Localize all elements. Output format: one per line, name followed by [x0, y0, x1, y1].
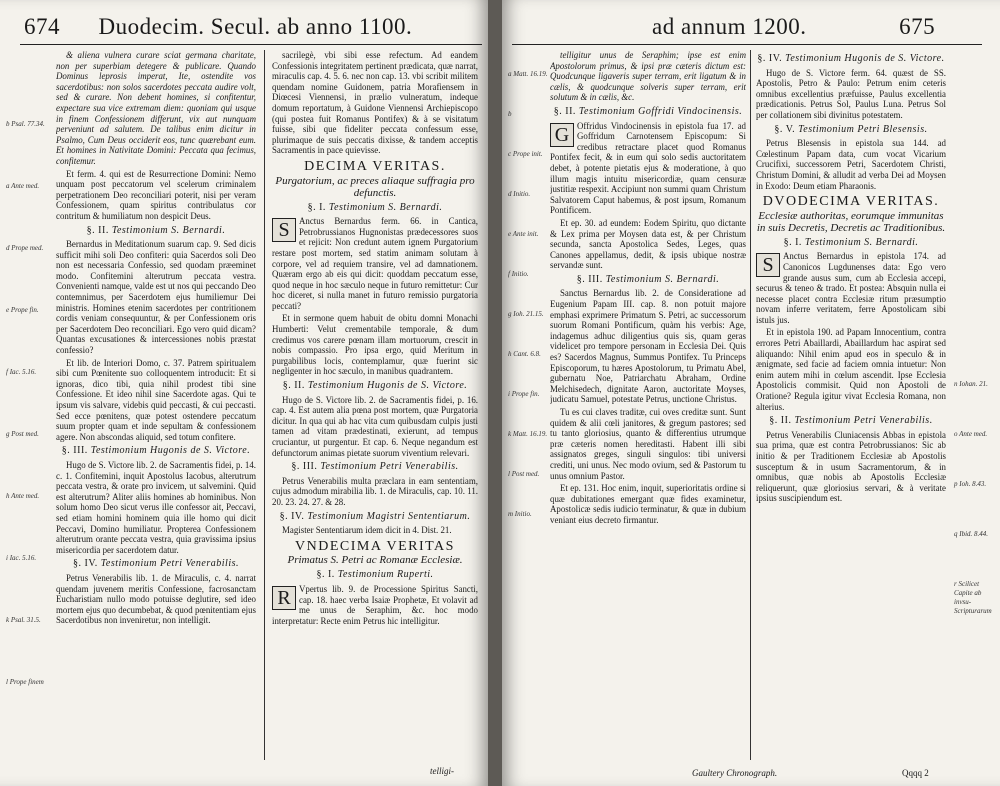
margin-note: k Matt. 16.19. [508, 430, 548, 438]
margin-note: e Prope fin. [6, 306, 39, 314]
section-heading [272, 570, 478, 581]
left-column-a [56, 50, 256, 770]
left-header-rule [20, 44, 482, 45]
margin-note: b [508, 110, 512, 118]
paragraph: Petrus Blesensis in epistola sua 144. ad Cœlestinum Papam data, cum vocat Vicarium Crucifixi, successorem Petri, Sacerdotem Christi, Christum Domini, & alludit ad verba Dei ad Moysen in Exodo: Deum etiam Pharaonis. [756, 138, 946, 191]
paragraph-text: Vpertus lib. 9. de Processione Spiritus Sancti, cap. 18. haec verba Isaiæ Prophetæ, Et volavit ad me unus de Seraphim, &c. hoc modo interpretatur: Recte enim Petrus hic intelligitur. [272, 583, 478, 626]
right-page [502, 0, 1000, 786]
signature-mark: Qqqq 2 [902, 768, 929, 778]
section-number: §. III. [576, 273, 603, 285]
section-heading [56, 559, 256, 570]
margin-note: h Cant. 6.8. [508, 350, 541, 358]
margin-note: b Psal. 77.34. [6, 120, 45, 128]
margin-note: d Initio. [508, 190, 531, 198]
right-page-header [652, 14, 935, 40]
section-title: Testimonium S. Bernardi. [328, 201, 443, 213]
section-number: §. IV. [279, 510, 305, 522]
paragraph: Sanctus Bernardus lib. 2. de Consideratione ad Eugenium Papam III. cap. 8. non potuit majore emphasi exprimere Primatum S. Petri, ac successorum suorum Romani Pontificum, quàm his verbis: Age, indagemus adhuc diligentius quis sis, quam geras videlicet pro tempore personam in Ecclesia Dei. Quis es? Sacerdos Magnus, Summus Pontifex. Tu Princeps Episcoporum, tu hæres Apostolorum, tu Primatu Abel, gubernatu Noe, Patriarchatu Abraham, Ordine Melchisedech, dignitate Aaron, auctoritate Moyses, judicatu Samuel, potestate Petrus, unctione Christus. [550, 288, 746, 405]
paragraph: Petrus Venerabilis lib. 1. de Miraculis, c. 4. narrat quendam juvenem meritis Confessione, facrosanctam Eucharistiam nullo modo potuisse deglutire, sed ideo mortem ejus quo decumbebat, & quod pœnitentiam ejus Sacerdotibus non inveniretur, non intelligit. [56, 572, 256, 626]
margin-note: i Iac. 5.16. [6, 554, 37, 562]
margin-note: a Matt. 16.19. [508, 70, 548, 78]
paragraph: Hugo de S. Victore lib. 2. de Sacramentis fidei, p. 16. cap. 4. Est autem alia pœna post mortem, quæ Purgatoria dicitur. In qua qui ab hac vita cum quibusdam culpis justi tamen ad vitam prædestinati, exierunt, ad tempus cruciantur, ut purgentur. Et cap. 6. Neque negandum est defunctorum animas pietate suorum viventium relevari. [272, 394, 478, 458]
paragraph: Et ep. 131. Hoc enim, inquit, superioritatis ordine si quæ dubitationes emergant quæ fides examinetur, Apostolicæ sedis iudicio terminatur, & quæ in dubium veniant eius decreto firmantur. [550, 483, 746, 525]
right-header-rule [512, 44, 982, 45]
section-heading [756, 54, 946, 65]
margin-note: f Initio. [508, 270, 529, 278]
paragraph [756, 251, 946, 325]
right-page-number: 675 [899, 14, 936, 39]
veritas-subtitle: Ecclesiæ authoritas, eorumque immunitas in suis Decretis, Decretis ac Traditionibus. [756, 209, 946, 234]
drop-cap: S [272, 218, 296, 242]
margin-note: g Post med. [6, 430, 39, 438]
paragraph: Tu es cui claves traditæ, cui oves creditæ sunt. Sunt quidem & alii cœli janitores, & gregum pastores; sed tu tanto gloriosius, quanto & differentius utrumque præ cæteris nomen hereditasti. Habent illi sibi assignatos greges, singuli singulos: tibi universi crediti, uni unus. Nec modo ovium, sed & Pastorum tu unus omnium Pastor. [550, 407, 746, 481]
paragraph: Et in sermone quem habuit de obitu domni Monachi Humberti: Velut crementabile temporale, & dum credimus vos carere pœnam illam mortuorum, crescit in nobis compassio. Pro ipsa ergo, quid Meritum in purgabilibus locis, contemplamur, quæ fuerint sic negligenter in hoc sæculo, in manibus quadrantem. [272, 313, 478, 377]
section-heading [756, 416, 946, 427]
right-column-divider [750, 50, 751, 760]
paragraph: Bernardus in Meditationum suarum cap. 9. Sed dicis sufficit mihi soli Deo confiteri: quia Sacerdos soli Deo non est necessaria Confessio, sed quodam præeminet modo. Confitemini alterutrum peccata vestra. Convenienti namque, valde est ut nos qui peccando Deo contemnimus, per Sacerdotem ejus humiliemur Dei ministris. Homines etenim sacerdotes per contritionem cordis veniam consequuntur, & per Confessionem oris per Sacerdotem Deo reconciliari. Ego vero quid dicam? Quantas excusationes & intercessiones nobis præstat confessio? [56, 239, 256, 356]
section-heading [272, 512, 478, 523]
margin-note: n Iohan. 21. [954, 380, 988, 388]
veritas-subtitle: Primatus S. Petri ac Romanæ Ecclesiæ. [287, 554, 463, 567]
veritas-subtitle: Purgatorium, ac preces aliaque suffragia pro defunctis. [275, 174, 475, 199]
catchword: telligi- [430, 766, 454, 776]
margin-note: m Initio. [508, 510, 532, 518]
veritas-title: DVODECIMA VERITAS. [762, 194, 940, 210]
section-number: §. II. [553, 105, 576, 117]
paragraph: Hugo de S. Victore ferm. 64. quæst de SS. Apostolis, Petro & Paulo: Petrum enim ceteris omnibus excellentius præfuisse, Paulus excellentia prædicationis. Petrus Sol, Paulus Luna. Petrus Sol per collationem sibi divinitus potestatem. [756, 67, 946, 120]
veritas-title: VNDECIMA VERITAS [295, 538, 455, 554]
paragraph: Et ferm. 4. qui est de Resurrectione Domini: Nemo unquam post peccatorum vel scelerum criminalem perpetrationem Deo reconciliari poterit, nisi per veram Confessionem, quam spiritus contribulatus cor contritum & humiliatum non despicit Deus. [56, 168, 256, 221]
margin-note: l Post med. [508, 470, 540, 478]
section-number: §. II. [282, 380, 305, 392]
section-title: Testimonium Petri Blesensis. [798, 123, 928, 135]
margin-note: o Ante med. [954, 430, 988, 438]
left-page [0, 0, 488, 786]
margin-note: d Prope med. [6, 244, 44, 252]
margin-note: k Psal. 31.5. [6, 616, 41, 624]
section-title: Testimonium Petri Venerabilis. [100, 558, 239, 570]
margin-note: p Ioh. 8.43. [954, 480, 987, 488]
left-column-b [272, 50, 478, 762]
paragraph [272, 216, 478, 311]
section-number: §. I. [316, 569, 335, 581]
section-title: Testimonium Hugonis de S. Victore. [307, 380, 468, 392]
section-heading [56, 446, 256, 457]
margin-note: h Ante med. [6, 492, 40, 500]
right-running-head: ad annum 1200. [652, 14, 807, 39]
right-column-b [756, 50, 946, 762]
paragraph-text: Offridus Vindocinensis in epistola fua 17. ad Goffridum Carnotensem Episcopum: Si credibus retractare placet quod Romanus Pontifex fecit, & in eum qui solo sedis auctoritatem debet, à potente pietatis ejus & moderatione, à quo illum magis intuitu misericordiæ, quam censuræ justitiæ respexit. Accipiunt non summi quam Christum Salvatorem Caput habemus, & post ipsum, Romanum Pontificem. [550, 120, 746, 216]
section-number: §. II. [86, 224, 109, 236]
left-page-number: 674 [24, 14, 60, 39]
margin-note: c Prope init. [508, 150, 543, 158]
section-number: §. III. [61, 445, 88, 457]
section-heading [272, 203, 478, 214]
margin-note: r Scilicet Capite ab invsu-Scripturarum [954, 580, 992, 615]
section-number: §. I. [307, 201, 326, 213]
section-title: Testimonium S. Bernardi. [605, 273, 720, 285]
paragraph: Petrus Venerabilis Cluniacensis Abbas in epistola sua prima, quæ est contra Petrobrussianos: Sic ab initio & per Traditionem Ecclesiæ ab Apostolis susceptum & in usum Sacramentorum, & in omnibus, quæ nobis ab Apostolis Ecclesiæ reliquerunt, quæ gloriosius servari, & à veritate ipsius suscipiendum est. [756, 429, 946, 504]
paragraph: Et ep. 30. ad eundem: Eodem Spiritu, quo dictante & Lex prima per Moysen data est, & per Christum secunda, sancta Apostolica Sedes, Leges, quas Canones appellamus, dedit, & ipsis ubique nostræ servandæ sunt. [550, 217, 746, 271]
drop-cap: R [272, 586, 296, 610]
drop-cap: S [756, 253, 780, 277]
margin-note: q Ibid. 8.44. [954, 530, 989, 538]
section-title: Testimonium Ruperti. [337, 569, 434, 581]
margin-note: g Ioh. 21.15. [508, 310, 544, 318]
section-heading [56, 226, 256, 237]
section-heading [756, 238, 946, 249]
paragraph: Magister Sententiarum idem dicit in 4. Dist. 21. [282, 525, 452, 536]
paragraph-text: Anctus Bernardus ferm. 66. in Cantica, Petrobrussianos Hugnonistas prædecessores suos et rejicit: Non credunt autem ignem Purgatorium restare post mortem, sed statim animam solutam à corpore, vel ad requiem transire, vel ad damnationem. Quæram ergo ab eis qui dicit: quoddam peccatum esse, quod neque in hoc sæculo neque in futuro remittetur: Cur hoc diceret, si nulla manet in futuro remissio purgatoria peccati? [272, 216, 478, 311]
left-column-divider [264, 50, 265, 760]
paragraph: Hugo de S. Victore lib. 2. de Sacramentis fidei, p. 14. c. 1. Confitemini, inquit Apostolus Iacobus, alterutrum peccata vestra, & orate pro invicem, ut salvemini. Quid est alterutrum? Aliter aliis homines ab hominibus. Non solum homo Deo sicut verus ille confessor ait, Peccavi, sed etiam homini hominem quia ille homo qui dicit Peccavi, Domino humiliatur. Propterea Confessionem alterutrum orante peccata vestra, quia gravissima ipsius misericordia per sacerdotem datur. [56, 459, 256, 555]
section-heading [756, 125, 946, 136]
left-page-header [24, 14, 412, 40]
section-title: Testimonium Petri Venerabilis. [794, 415, 933, 427]
section-title: Testimonium Goffridi Vindocinensis. [578, 105, 743, 117]
section-heading [272, 381, 478, 392]
paragraph: sacrilegè, vbi sibi esse refectum. Ad eandem Confessionis integritatem pertinent prædicata, quæ narrat, miraculis cap. 4. 5. 6. nec non cap. 13. vbi scribit militem quendam nomine Guidonem, patria Morafiensem in Diœcesi Viennensi, in prælio vulneratum, indeque domum reportatum, à Guidone Viennensi Archiepiscopo (qui postea fuit Romanus Pontifex) & à se visitatum fuisse, sibi que fideliter peccata confessum esse, plurimaque de suis peccatis dixisse, & tandem acceptis Sacramentis in pace quievisse. [272, 50, 478, 156]
section-title: Testimonium Petri Venerabilis. [320, 461, 459, 473]
margin-note: l Prope finem [6, 678, 44, 686]
paragraph [550, 121, 746, 216]
section-title: Testimonium Hugonis de S. Victore. [785, 53, 945, 64]
section-number: §. II. [769, 415, 792, 427]
section-number: §. V. [774, 123, 796, 135]
paragraph: & aliena vulnera curare sciat germana charitate, non per superbiam detegere & publicare. Quando Dominus leprosis imperat, Ite, ostendite vos sacerdotibus: non solos sacerdotes peccata audire volt, sed & curare. Non debent homines, si confitentur, expectare sua vice extremam diem: quoniam qui usque in finem Confessionem differunt, vix aut nunquam perveniunt ad salutem. De talibus enim dicitur in Psalmo, Cum Deus occiderit eos, tunc quærebant eum. Et homines in Nativitate Domini: Peccata qua fecimus, confitemur. [56, 50, 256, 166]
veritas-title: DECIMA VERITAS. [304, 158, 446, 174]
drop-cap: G [550, 123, 574, 147]
footer-note: Gaultery Chronograph. [692, 768, 778, 778]
paragraph: Petrus Venerabilis multa præclara in eam sententiam, cujus admodum mirabilia lib. 1. de Miraculis, cap. 10. 11. 20. 23. 24. 27. & 28. [272, 475, 478, 507]
margin-note: i Prope fin. [508, 390, 540, 398]
section-number: §. III. [291, 461, 318, 473]
section-title: Testimonium S. Bernardi. [804, 236, 919, 248]
section-number: §. IV. [72, 558, 98, 570]
margin-note: a Ante med. [6, 182, 40, 190]
paragraph: telligitur unus de Seraphim; ipse est enim Apostolorum primus, & ipsi præ cæteris dictum est: Quodcunque ligaveris super terram, erit ligatum & in cælis, & quodcunque solveris super terram, erit solutum & in cælis, &c. [550, 50, 746, 103]
margin-note: f Iac. 5.16. [6, 368, 37, 376]
paragraph [272, 584, 478, 626]
paragraph-text: Anctus Bernardus in epistola 174. ad Canonicos Lugdunenses data: Ego vero grande ausus sum, cum ab Ecclesia accepi, securus & teneo & trado. Et postea: Absquin nulla ei necesse placet contra Ecclesiæ ritum præsumptio novam inferre veritatem, ferre Apostolicam sibi istuls jus. [756, 251, 946, 325]
section-heading [550, 275, 746, 286]
book-gutter [488, 0, 502, 786]
section-heading [272, 462, 478, 473]
section-number: §. IV. [757, 53, 783, 64]
margin-note: e Ante init. [508, 230, 539, 238]
section-heading [550, 107, 746, 118]
left-running-head: Duodecim. Secul. ab anno 1100. [98, 14, 413, 39]
right-column-a [550, 50, 746, 762]
section-title: Testimonium Magistri Sententiarum. [307, 510, 471, 522]
section-number: §. I. [783, 236, 802, 248]
section-title: Testimonium Hugonis de S. Victore. [90, 445, 251, 457]
paragraph: Et in epistola 190. ad Papam Innocentium, contra errores Petri Abaillardi, Abaillardum hac aspirat sed aliquando: Nihil enim apud eos in speculo & in ænigmate, sed facie ad faciem omnia intuetur: Non enim autem mihi in cœlum ascendit. Ipse Ecclesia Apostolicis commisit. Quid non Apostoli de Oratione? Regula igitur vivat Ecclesia Romana, non alterius. [756, 327, 946, 412]
paragraph: Et lib. de Interiori Domo, c. 37. Patrem spiritualem sibi cum Pœnitente suo colloquentem introducit: Et si ignoras, dico tibi, quia nihil prodest tibi sine Confessione. Et ideo nihil sine Sacerdote agas. Qui te ipsum vis salvare, videbis quid peccasti, & cui peccasti. Sed ecce pœnitens, quæ potest ostendere peccatum suum propter quam et inde sepultam & confessionem agere. Non abscondas aliquid, sed totum confitere. [56, 357, 256, 442]
section-title: Testimonium S. Bernardi. [111, 224, 226, 236]
